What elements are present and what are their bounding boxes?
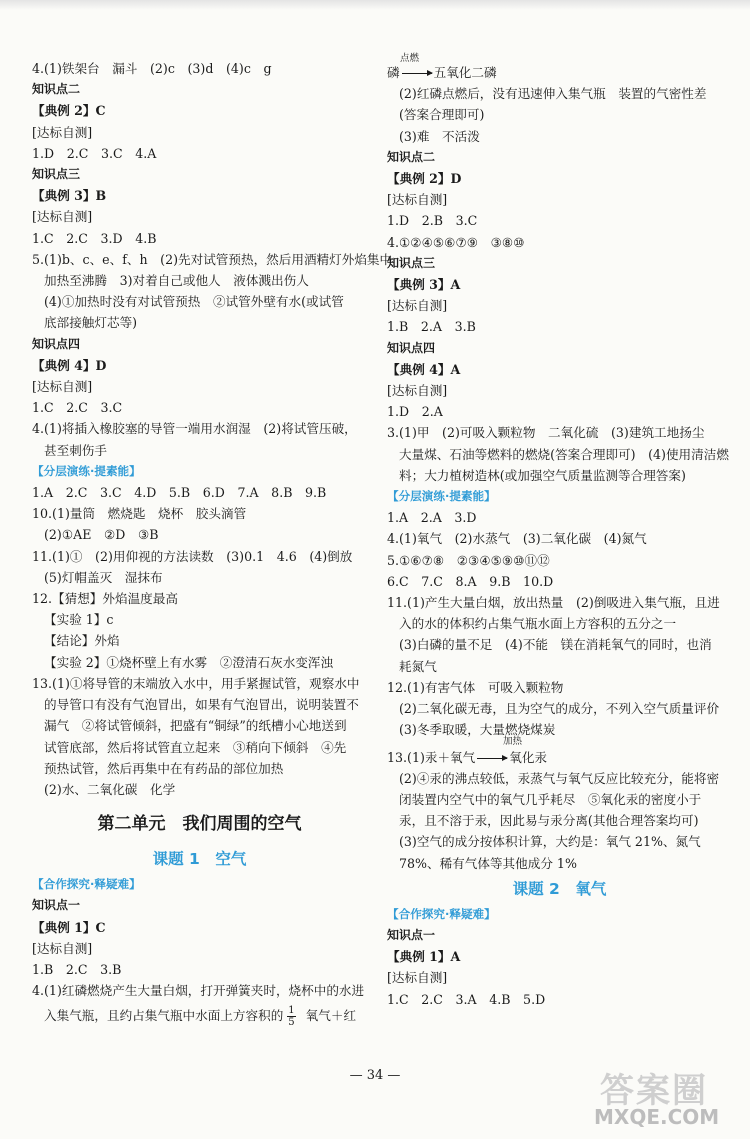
answer-line: 入的水的体积约占集气瓶水面上方容积的五分之一 <box>399 616 677 632</box>
left-answer-lines <box>32 58 393 800</box>
answer-line: (4)①加热时没有对试管预热 ②试管外壁有水(或试管 <box>44 294 344 310</box>
answer-line: (3)冬季取暖，大量燃烧煤炭 <box>399 722 556 738</box>
answer-line: 1.C 2.C 3.C <box>32 400 123 416</box>
fraction-line <box>32 1001 367 1031</box>
answer-line: [达标自测] <box>32 124 93 140</box>
answer-line: 大量煤、石油等燃料的燃烧(答案合理即可) (4)使用清洁燃 <box>399 446 729 462</box>
page-top-shadow <box>0 0 750 10</box>
answer-line: 【结论】外焰 <box>44 633 120 649</box>
answer-line: 知识点三 <box>387 255 436 270</box>
answer-line: 试管底部，然后将试管直立起来 ③稍向下倾斜 ④先 <box>44 739 347 755</box>
lesson-2-title: 课题 2 氧气 <box>512 879 607 898</box>
answer-line: 12.(1)有害气体 可吸入颗粒物 <box>387 679 564 695</box>
answer-line: 耗氮气 <box>399 658 437 674</box>
left-column <box>32 58 393 1031</box>
answer-line: 1.C 2.C 3.D 4.B <box>32 230 157 246</box>
answer-line: (3)难 不活泼 <box>399 128 480 144</box>
answer-line: 【典例 3】A <box>387 277 461 293</box>
answer-line: 闭装置内空气中的氧气几乎耗尽 ⑤氧化汞的密度小于 <box>399 791 702 807</box>
answer-line: 【典例 1】C <box>32 919 106 935</box>
answer-line: 知识点四 <box>387 340 436 355</box>
answer-line: 4.(1)红磷燃烧产生大量白烟，打开弹簧夹时，烧杯中的水进 <box>32 983 365 999</box>
answer-line: 【实验 1】c <box>44 612 114 628</box>
answer-line: 1.A 2.A 3.D <box>387 510 477 526</box>
eq2-condition: 加热 <box>503 735 523 747</box>
watermark-line2: MXQE.COM <box>594 1105 720 1129</box>
answer-line: 1.D 2.C 3.C 4.A <box>32 145 157 161</box>
answer-line: (2)红磷点燃后，没有迅速伸入集气瓶 装置的气密性差 <box>399 86 707 102</box>
answer-line: 知识点二 <box>32 82 81 97</box>
equation-mercury <box>387 735 732 768</box>
answer-line: 6.C 7.C 8.A 9.B 10.D <box>387 573 554 589</box>
answer-line: 13.(1)①将导管的末端放入水中，用手紧握试管，观察水中 <box>32 675 360 691</box>
answer-line: 料；大力植树造林(或加强空气质量监测等合理答案) <box>399 467 686 483</box>
answer-line: 【分层演练·提素能】 <box>32 463 141 478</box>
answer-line: 1.A 2.C 3.C 4.D 5.B 6.D 7.A 8.B 9.B <box>32 485 327 501</box>
answer-line: 【实验 2】①烧杯壁上有水雾 ②澄清石灰水变浑浊 <box>44 654 334 670</box>
eq1-reactant: 磷 <box>387 65 400 80</box>
watermark-line1: 答案圈 <box>600 1071 708 1111</box>
fraction-one-fifth <box>287 1005 295 1028</box>
answer-line: 预热试管，然后再集中在有药品的部位加热 <box>44 760 284 776</box>
answer-line: 甚至刺伤手 <box>44 442 107 458</box>
eq1-condition: 点燃 <box>400 53 420 64</box>
answer-line: 1.C 2.C 3.A 4.B 5.D <box>387 991 546 1007</box>
answer-line: 【合作探究·释疑难】 <box>32 877 141 892</box>
answer-line: 4.(1)将插入橡胶塞的导管一端用水润湿 (2)将试管压破， <box>32 421 357 437</box>
answer-line: 【合作探究·释疑难】 <box>387 906 496 921</box>
answer-line: 【典例 3】B <box>32 188 107 204</box>
reaction-arrow-icon <box>477 758 507 759</box>
answer-line: [达标自测] <box>387 383 448 399</box>
answer-line: (2)①AE ②D ③B <box>44 527 159 543</box>
answer-line: (答案合理即可) <box>399 107 485 123</box>
answer-line: 10.(1)量筒 燃烧匙 烧杯 胶头滴管 <box>32 506 247 522</box>
answer-line: 底部接触灯芯等) <box>44 315 138 331</box>
answer-line: 11.(1)产生大量白烟，放出热量 (2)倒吸进入集气瓶，且进 <box>387 595 720 611</box>
lesson-1-title: 课题 1 空气 <box>152 850 247 869</box>
answer-line: 1.D 2.A <box>387 404 443 420</box>
right-mercury-lines <box>387 768 732 874</box>
right-column <box>387 53 732 1010</box>
answer-line: 知识点四 <box>32 336 81 351</box>
right-answer-lines <box>387 83 732 740</box>
answer-line: 【典例 2】C <box>32 103 106 119</box>
answer-line: (3)白磷的量不足 (4)不能 镁在消耗氧气的同时，也消 <box>399 637 712 653</box>
fraction-text-before: 入集气瓶，且约占集气瓶中水面上方容积的 <box>44 1008 284 1024</box>
answer-line: 4.(1)铁架台 漏斗 (2)c (3)d (4)c g <box>32 61 272 76</box>
answer-line: 4.(1)氧气 (2)水蒸气 (3)二氧化碳 (4)氮气 <box>387 531 647 547</box>
answer-line: [达标自测] <box>32 940 93 956</box>
answer-line: (3)空气的成分按体积计算，大约是：氧气 21%、氮气 <box>399 834 701 850</box>
page-number: — 34 — <box>349 1068 401 1083</box>
unit-title: 第二单元 我们周围的空气 <box>97 814 302 835</box>
answer-line: 漏气 ②将试管倾斜，把盛有“铜绿”的纸槽小心地送到 <box>44 718 347 734</box>
answer-line: 12.【猜想】外焰温度最高 <box>32 591 178 607</box>
answer-line: 5.(1)b、c、e、f、h (2)先对试管预热，然后用酒精灯外焰集中 <box>32 251 393 267</box>
answer-line: 【典例 1】A <box>387 949 461 965</box>
reaction-arrow-icon <box>402 73 432 74</box>
left-lesson1-lines <box>32 874 367 1001</box>
answer-line: 5.①⑥⑦⑧ ②③④⑤⑨⑩⑪⑫ <box>387 552 550 568</box>
eq1-product: 五氧化二磷 <box>433 65 497 80</box>
answer-line: 【典例 4】A <box>387 361 461 377</box>
answer-line: [达标自测] <box>32 209 93 225</box>
answer-line: 【分层演练·提素能】 <box>387 489 496 504</box>
answer-line: 4.①②④⑤⑥⑦⑨ ③⑧⑩ <box>387 234 525 250</box>
answer-line: 汞，且不溶于汞，因此易与汞分离(其他合理答案均可) <box>399 813 699 829</box>
answer-line: 1.B 2.C 3.B <box>32 961 122 977</box>
fraction-numerator: 1 <box>288 1005 295 1017</box>
answer-line: 知识点一 <box>387 927 436 942</box>
eq2-product: 氧化汞 <box>509 749 548 765</box>
answer-line: 3.(1)甲 (2)可吸入颗粒物 二氧化硫 (3)建筑工地扬尘 <box>387 425 705 441</box>
answer-line: 【典例 2】D <box>387 171 462 187</box>
answer-line: (2)水、二氧化碳 化学 <box>44 781 176 797</box>
answer-line: 【典例 4】D <box>32 357 107 373</box>
answer-line: 的导管口有没有气泡冒出，如果有气泡冒出，说明装置不 <box>44 697 359 713</box>
answer-line: 1.B 2.A 3.B <box>387 319 476 335</box>
answer-line: [达标自测] <box>387 970 448 986</box>
answer-line: 1.D 2.B 3.C <box>387 213 478 229</box>
eq2-prefix: 13.(1)汞＋氧气 <box>387 749 476 765</box>
equation-phosphorus <box>387 53 732 83</box>
answer-line: 知识点三 <box>32 167 81 182</box>
answer-line: 加热至沸腾 3)对着自己或他人 液体溅出伤人 <box>44 273 309 289</box>
answer-line: [达标自测] <box>387 192 448 208</box>
fraction-text-after: 氧气＋红 <box>305 1008 357 1024</box>
fraction-denominator: 5 <box>288 1017 295 1029</box>
answer-line: 78%、稀有气体等其他成分 1% <box>399 855 577 871</box>
answer-line: 知识点二 <box>387 149 436 164</box>
watermark-logo <box>592 1063 742 1133</box>
answer-line: (2)二氧化碳无毒，且为空气的成分，不列入空气质量评价 <box>399 701 720 717</box>
answer-line: [达标自测] <box>387 298 448 314</box>
answer-line: (5)灯帽盖灭 湿抹布 <box>44 569 163 585</box>
right-lesson2-lines <box>387 904 732 1010</box>
answer-line: [达标自测] <box>32 379 93 395</box>
answer-line: 11.(1)① (2)用仰视的方法读数 (3)0.1 4.6 (4)倒放 <box>32 548 353 564</box>
answer-line: (2)④汞的沸点较低，汞蒸气与氧气反应比较充分，能将密 <box>399 770 720 786</box>
answer-line: 知识点一 <box>32 898 81 913</box>
